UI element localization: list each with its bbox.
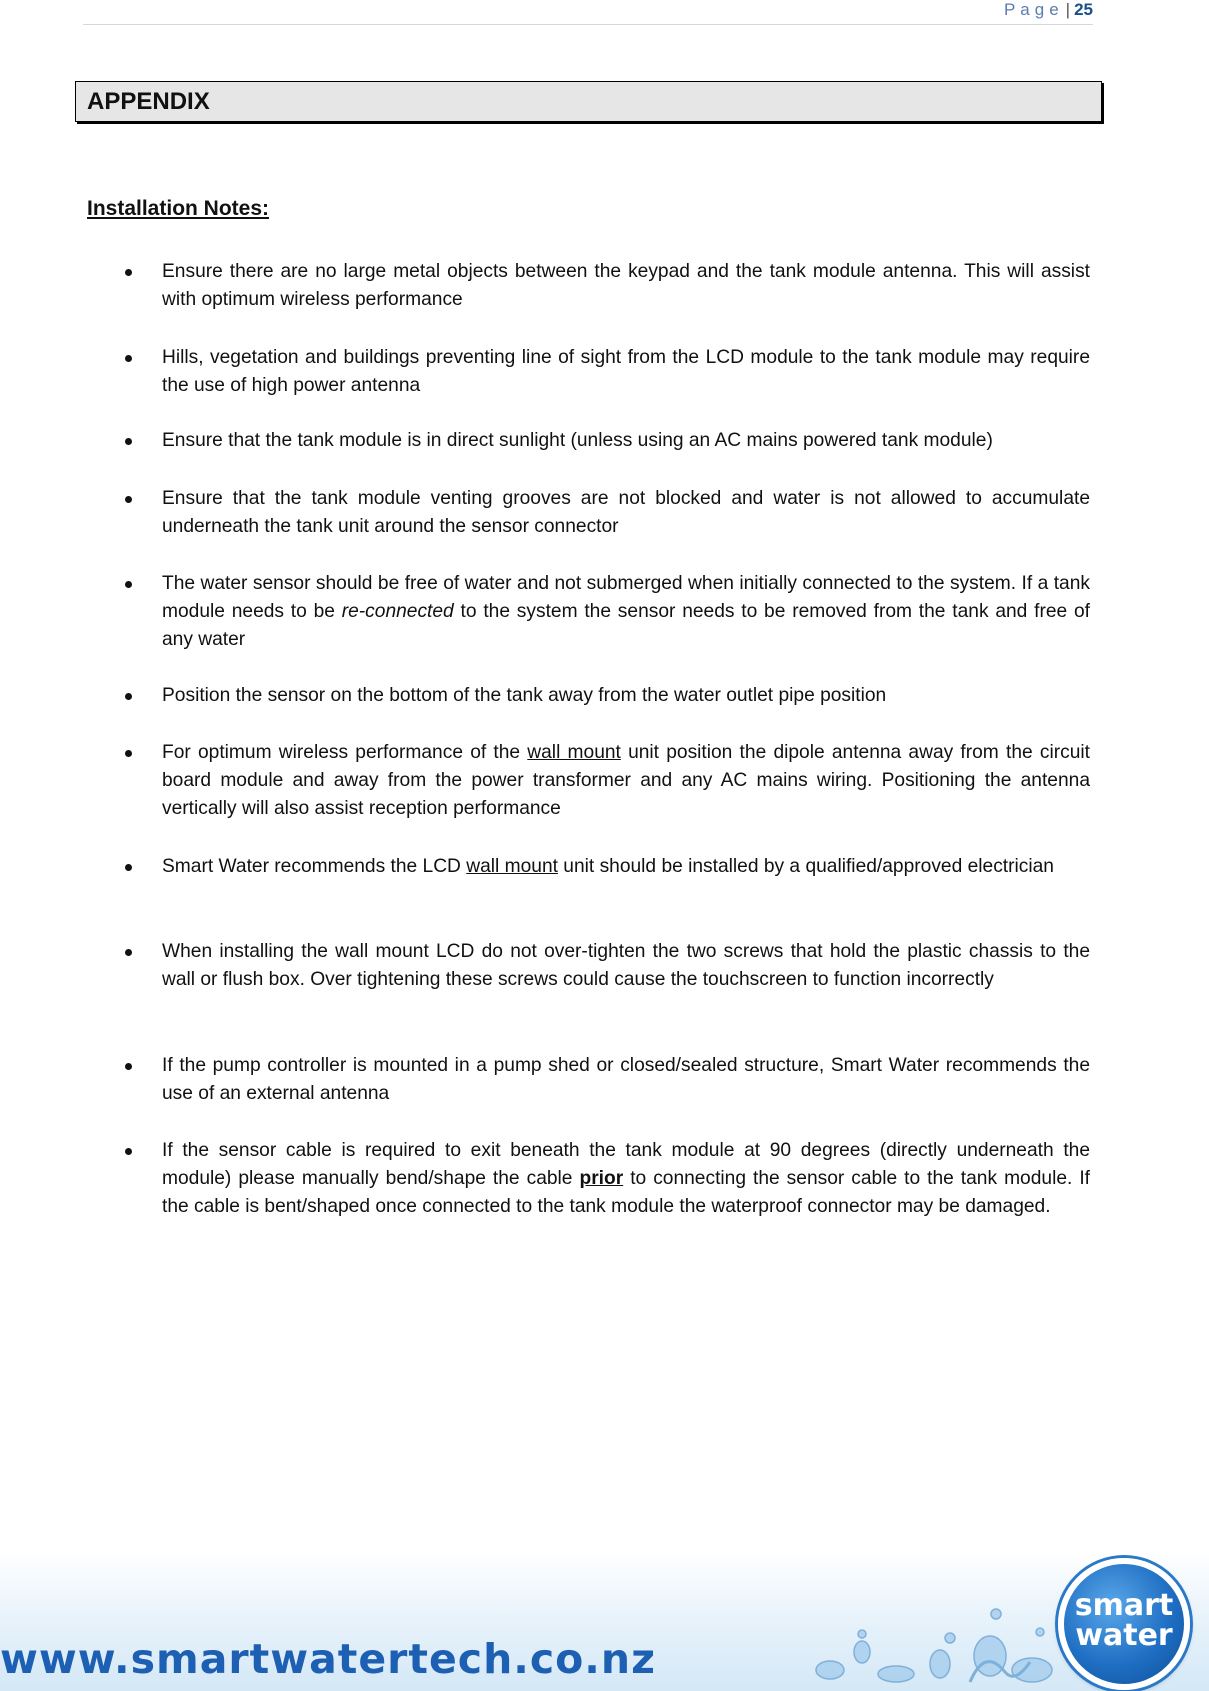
appendix-title: APPENDIX bbox=[87, 88, 210, 115]
section-title: Installation Notes: bbox=[87, 197, 270, 220]
bullet-icon bbox=[125, 693, 132, 700]
note-item bbox=[162, 485, 1090, 541]
note-text: Ensure that the tank module venting grooves are not blocked and water is not allowed to accumulate underneath the tank unit around the sensor connector bbox=[162, 488, 1090, 537]
bullet-icon bbox=[125, 355, 132, 362]
note-item bbox=[162, 938, 1090, 994]
note-item bbox=[162, 1137, 1090, 1221]
note-text: Ensure there are no large metal objects between the keypad and the tank module antenna. This will assist with optimum wireless performance bbox=[162, 261, 1090, 310]
note-item bbox=[162, 570, 1090, 654]
note-text-pre: The water sensor should be free of water and not submerged when initially connected to the system. If a tank module needs to be bbox=[162, 573, 1090, 622]
note-item bbox=[162, 258, 1090, 314]
bullet-icon bbox=[125, 496, 132, 503]
note-item bbox=[162, 344, 1090, 400]
note-item bbox=[162, 853, 1090, 881]
page-number: 25 bbox=[1074, 0, 1093, 19]
page-footer bbox=[0, 1552, 1209, 1691]
note-item bbox=[162, 682, 1090, 710]
note-text-emphasis: wall mount bbox=[466, 856, 558, 877]
bullet-icon bbox=[125, 1148, 132, 1155]
note-text-post: unit should be installed by a qualified/approved electrician bbox=[557, 856, 1054, 877]
bullet-icon bbox=[125, 750, 132, 757]
note-item bbox=[162, 1052, 1090, 1108]
page-separator: | bbox=[1065, 0, 1071, 19]
water-splash-illustration bbox=[800, 1552, 1070, 1691]
note-text-pre: Smart Water recommends the LCD bbox=[162, 856, 467, 877]
note-text-emphasis: wall mount bbox=[527, 742, 621, 763]
page-header bbox=[83, 0, 1093, 25]
note-text-post: to connecting the sensor cable to the tank module. If the cable is bent/shaped once connected to the tank module the waterproof connector may be damaged. bbox=[162, 1168, 1090, 1217]
bullet-icon bbox=[125, 581, 132, 588]
note-text: If the pump controller is mounted in a pump shed or closed/sealed structure, Smart Water recommends the use of an external antenna bbox=[162, 1055, 1090, 1104]
bullet-icon bbox=[125, 864, 132, 871]
note-text: Ensure that the tank module is in direct sunlight (unless using an AC mains powered tank module) bbox=[162, 430, 993, 451]
bullet-icon bbox=[125, 269, 132, 276]
website-url: www.smartwatertech.co.nz bbox=[0, 1635, 656, 1683]
note-text-post: to the system the sensor needs to be removed from the tank and free of any water bbox=[162, 601, 1090, 650]
bullet-icon bbox=[125, 1063, 132, 1070]
bullet-icon bbox=[125, 438, 132, 445]
note-text: Hills, vegetation and buildings preventing line of sight from the LCD module to the tank module may require the use of high power antenna bbox=[162, 347, 1090, 396]
logo-text-smart: smart bbox=[1074, 1588, 1174, 1623]
page-label: Page bbox=[1003, 0, 1064, 19]
note-text: Position the sensor on the bottom of the tank away from the water outlet pipe position bbox=[162, 685, 887, 706]
logo-text-water: water bbox=[1075, 1618, 1173, 1653]
note-text-emphasis: re-connected bbox=[341, 601, 454, 622]
note-item bbox=[162, 427, 1090, 455]
appendix-heading-box bbox=[75, 81, 1102, 122]
bullet-icon bbox=[125, 949, 132, 956]
note-text: When installing the wall mount LCD do not over-tighten the two screws that hold the plastic chassis to the wall or flush box. Over tightening these screws could cause the touchscreen to function incorrectly bbox=[162, 941, 1090, 990]
note-text-pre: If the sensor cable is required to exit beneath the tank module at 90 degrees (directly underneath the module) please manually bend/shape the cable bbox=[162, 1140, 1090, 1189]
note-text-pre: For optimum wireless performance of the bbox=[162, 742, 528, 763]
smart-water-logo bbox=[1058, 1558, 1190, 1690]
note-text-post: unit position the dipole antenna away from the circuit board module and away from the power transformer and any AC mains wiring. Positioning the antenna vertically will also assist reception performance bbox=[162, 742, 1090, 819]
note-text-emphasis: prior bbox=[579, 1168, 624, 1189]
note-item bbox=[162, 739, 1090, 823]
